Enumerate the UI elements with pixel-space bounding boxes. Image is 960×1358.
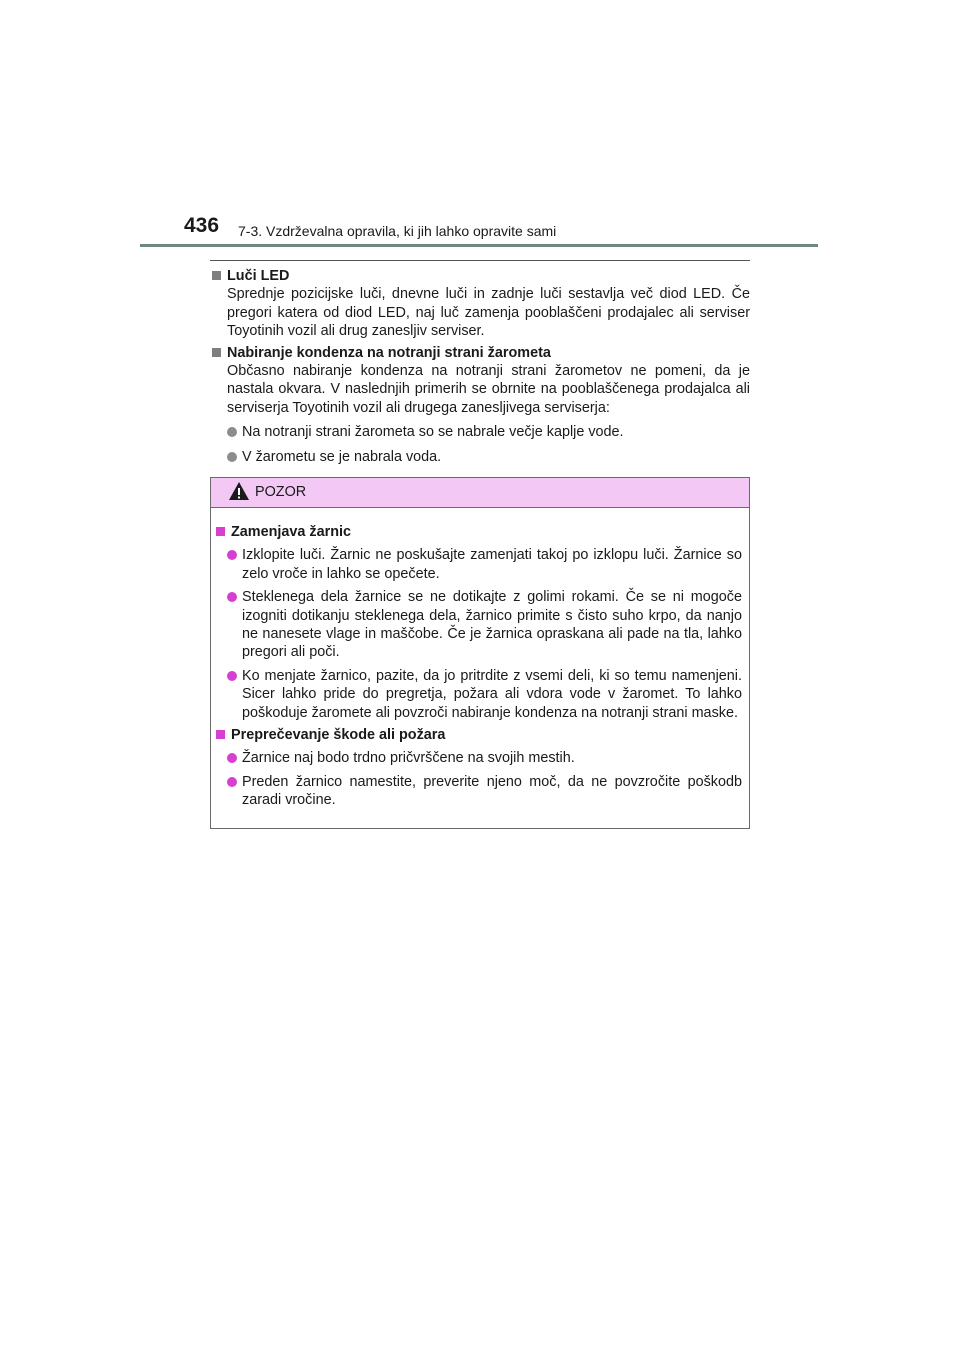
main-content [210, 260, 750, 466]
list-item-text: Preden žarnico namestite, preverite njeno moč, da ne povzročite poškodb zaradi vročine. [242, 773, 742, 809]
heading-text: Zamenjava žarnic [231, 524, 351, 540]
caution-heading [214, 523, 742, 541]
list-item-text: Steklenega dela žarnice se ne dotikajte z golimi rokami. Če se ni mogoče izogniti dotikanju steklenega dela, žarnico primite s čisto suho krpo, da nanjo ne nanesete vlage in maščobe. Če je žarnica opraskana ali pade na tla, lahko pregori ali poči. [242, 589, 742, 661]
caution-heading [214, 726, 742, 744]
square-bullet-icon [212, 348, 221, 357]
caution-title: POZOR [255, 484, 307, 500]
list-item [227, 588, 742, 662]
section-title: 7-3. Vzdrževalna opravila, ki jih lahko opravite sami [238, 223, 557, 239]
list-item [227, 667, 742, 722]
list-item-text: Ko menjate žarnico, pazite, da jo pritrdite z vsemi deli, ki so temu namenjeni. Sicer lahko pride do pregretja, požara ali vdora vode v žaromet. To lahko poškoduje žaromete ali povzroči nabiranje kondenza na notranji strani maske. [242, 667, 742, 721]
list-item-text: Izklopite luči. Žarnic ne poskušajte zamenjati takoj po izklopu luči. Žarnice so zelo vroče in lahko se opečete. [242, 547, 742, 582]
list-item [227, 423, 750, 441]
circle-bullet-icon [227, 452, 237, 462]
square-bullet-icon [212, 271, 221, 280]
paragraph: Občasno nabiranje kondenza na notranji strani žarometov ne pomeni, da je nastala okvara. V naslednjih primerih se obrnite na pooblaščenega prodajalca ali serviserja Toyotinih vozil ali drugega zanesljivega serviserja: [227, 363, 750, 416]
list-item-text: Žarnice naj bodo trdno pričvrščene na svojih mestih. [242, 750, 575, 767]
list-item [227, 546, 742, 583]
list-item-text: V žarometu se je nabrala voda. [242, 448, 442, 465]
caution-body [211, 508, 749, 810]
section-heading [210, 267, 750, 285]
circle-bullet-icon [227, 777, 237, 787]
list-item-text: Na notranji strani žarometa so se nabrale večje kaplje vode. [242, 424, 624, 441]
circle-bullet-icon [227, 427, 237, 437]
heading-text: Preprečevanje škode ali požara [231, 727, 446, 744]
circle-bullet-icon [227, 753, 237, 763]
square-bullet-icon [216, 730, 225, 739]
list-item [227, 773, 742, 810]
square-bullet-icon [216, 527, 225, 536]
caution-header [211, 478, 749, 508]
circle-bullet-icon [227, 592, 237, 602]
content-divider [210, 260, 750, 261]
section-heading [210, 344, 750, 362]
header-divider [140, 244, 818, 247]
warning-triangle-icon [228, 481, 250, 501]
heading-text: Nabiranje kondenza na notranji strani žarometa [227, 344, 551, 361]
paragraph: Sprednje pozicijske luči, dnevne luči in zadnje luči sestavlja več diod LED. Če pregori katera od diod LED, naj luč zamenja pooblaščeni prodajalec ali serviser Toyotinih vozil ali drug zanesljiv serviser. [227, 286, 750, 340]
list-item [227, 749, 742, 767]
page-number: 436 [184, 214, 220, 237]
list-item [227, 448, 750, 466]
heading-text: Luči LED [227, 268, 290, 284]
caution-box [210, 477, 750, 829]
circle-bullet-icon [227, 550, 237, 560]
circle-bullet-icon [227, 671, 237, 681]
